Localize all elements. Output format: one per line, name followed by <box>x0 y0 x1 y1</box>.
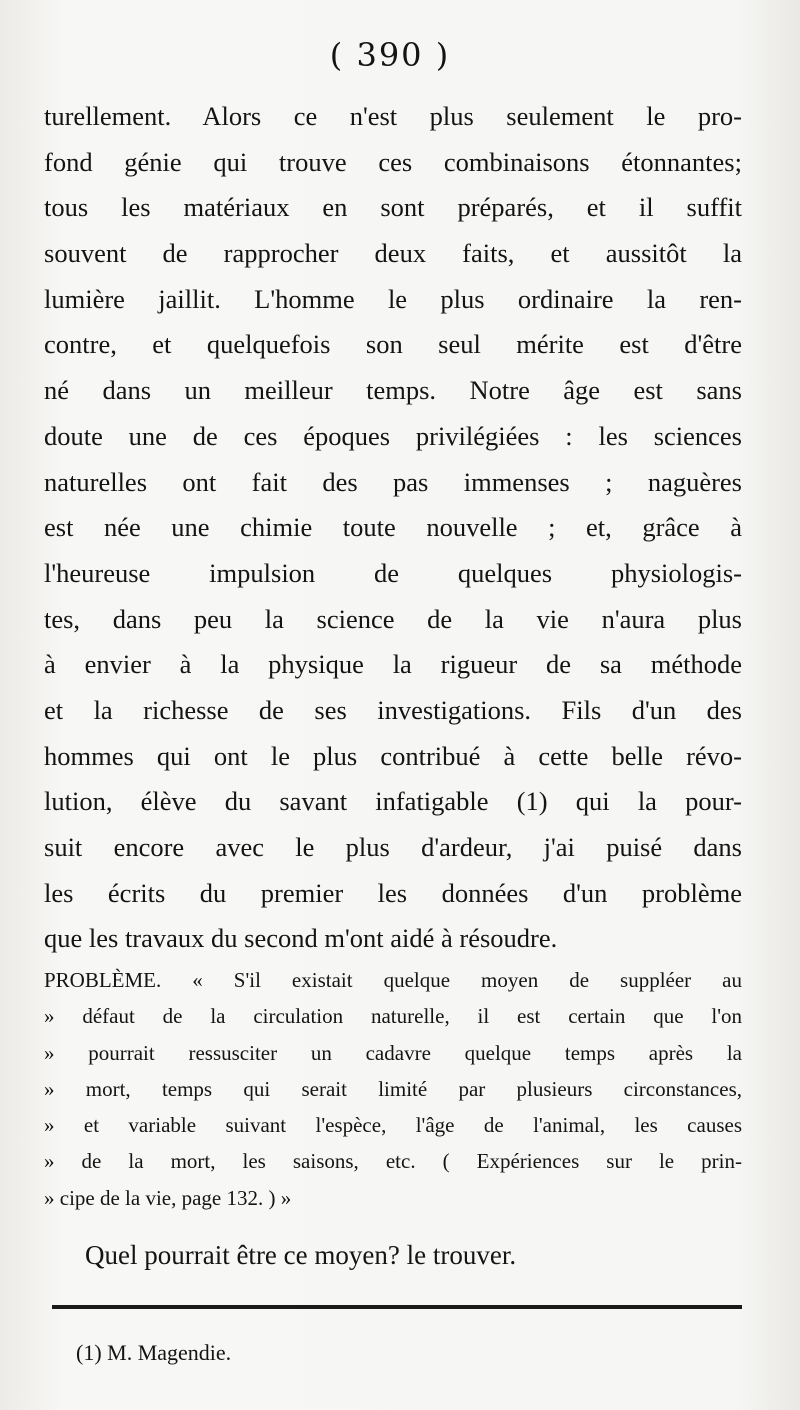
body-line: né dans un meilleur temps. Notre âge est sans <box>44 375 742 406</box>
body-line: suit encore avec le plus d'ardeur, j'ai puisé dans <box>44 832 742 862</box>
body-line: souvent de rapprocher deux faits, et aussitôt la <box>44 238 742 269</box>
body-line: contre, et quelquefois son seul mérite est d'être <box>44 329 742 360</box>
problem-line: » mort, temps qui serait limité par plusieurs circonstances, <box>44 1076 742 1101</box>
problem-line: » défaut de la circulation naturelle, il est certain que l'on <box>44 1004 742 1029</box>
problem-line: » pourrait ressusciter un cadavre quelque temps après la <box>44 1040 742 1065</box>
body-line: est née une chimie toute nouvelle ; et, grâce à <box>44 512 742 543</box>
body-line: les écrits du premier les données d'un problème <box>44 877 742 908</box>
problem-line: PROBLÈME. « S'il existait quelque moyen de suppléer au <box>44 968 742 992</box>
body-line: fond génie qui trouve ces combinaisons étonnantes; <box>44 146 742 177</box>
footnote: (1) M. Magendie. <box>76 1340 232 1365</box>
body-line: que les travaux du second m'ont aidé à résoudre. <box>44 923 558 954</box>
footnote-rule <box>52 1305 742 1309</box>
body-line: à envier à la physique la rigueur de sa méthode <box>44 649 742 680</box>
body-line: turellement. Alors ce n'est plus seulement le pro- <box>44 101 742 131</box>
problem-line: » de la mort, les saisons, etc. ( Expériences sur le prin- <box>44 1149 742 1174</box>
page-number: ( 390 ) <box>329 36 451 74</box>
problem-quote <box>44 962 742 1216</box>
body-paragraph <box>44 94 742 962</box>
problem-line: » cipe de la vie, page 132. ) » <box>44 1185 292 1210</box>
body-line: et la richesse de ses investigations. Fils d'un des <box>44 694 742 725</box>
body-line: hommes qui ont le plus contribué à cette belle révo- <box>44 740 742 771</box>
body-line: lumière jaillit. L'homme le plus ordinaire la ren- <box>44 283 742 314</box>
body-line: l'heureuse impulsion de quelques physiologis- <box>44 557 742 588</box>
body-line: tous les matériaux en sont préparés, et il suffit <box>44 192 742 223</box>
body-line: naturelles ont fait des pas immenses ; naguères <box>44 466 742 497</box>
body-line: tes, dans peu la science de la vie n'aura plus <box>44 603 742 634</box>
body-line: doute une de ces époques privilégiées : les sciences <box>44 420 742 451</box>
question-line: Quel pourrait être ce moyen? le trouver. <box>85 1240 517 1270</box>
body-line: lution, élève du savant infatigable (1) qui la pour- <box>44 786 742 817</box>
problem-line: » et variable suivant l'espèce, l'âge de l'animal, les causes <box>44 1113 742 1138</box>
